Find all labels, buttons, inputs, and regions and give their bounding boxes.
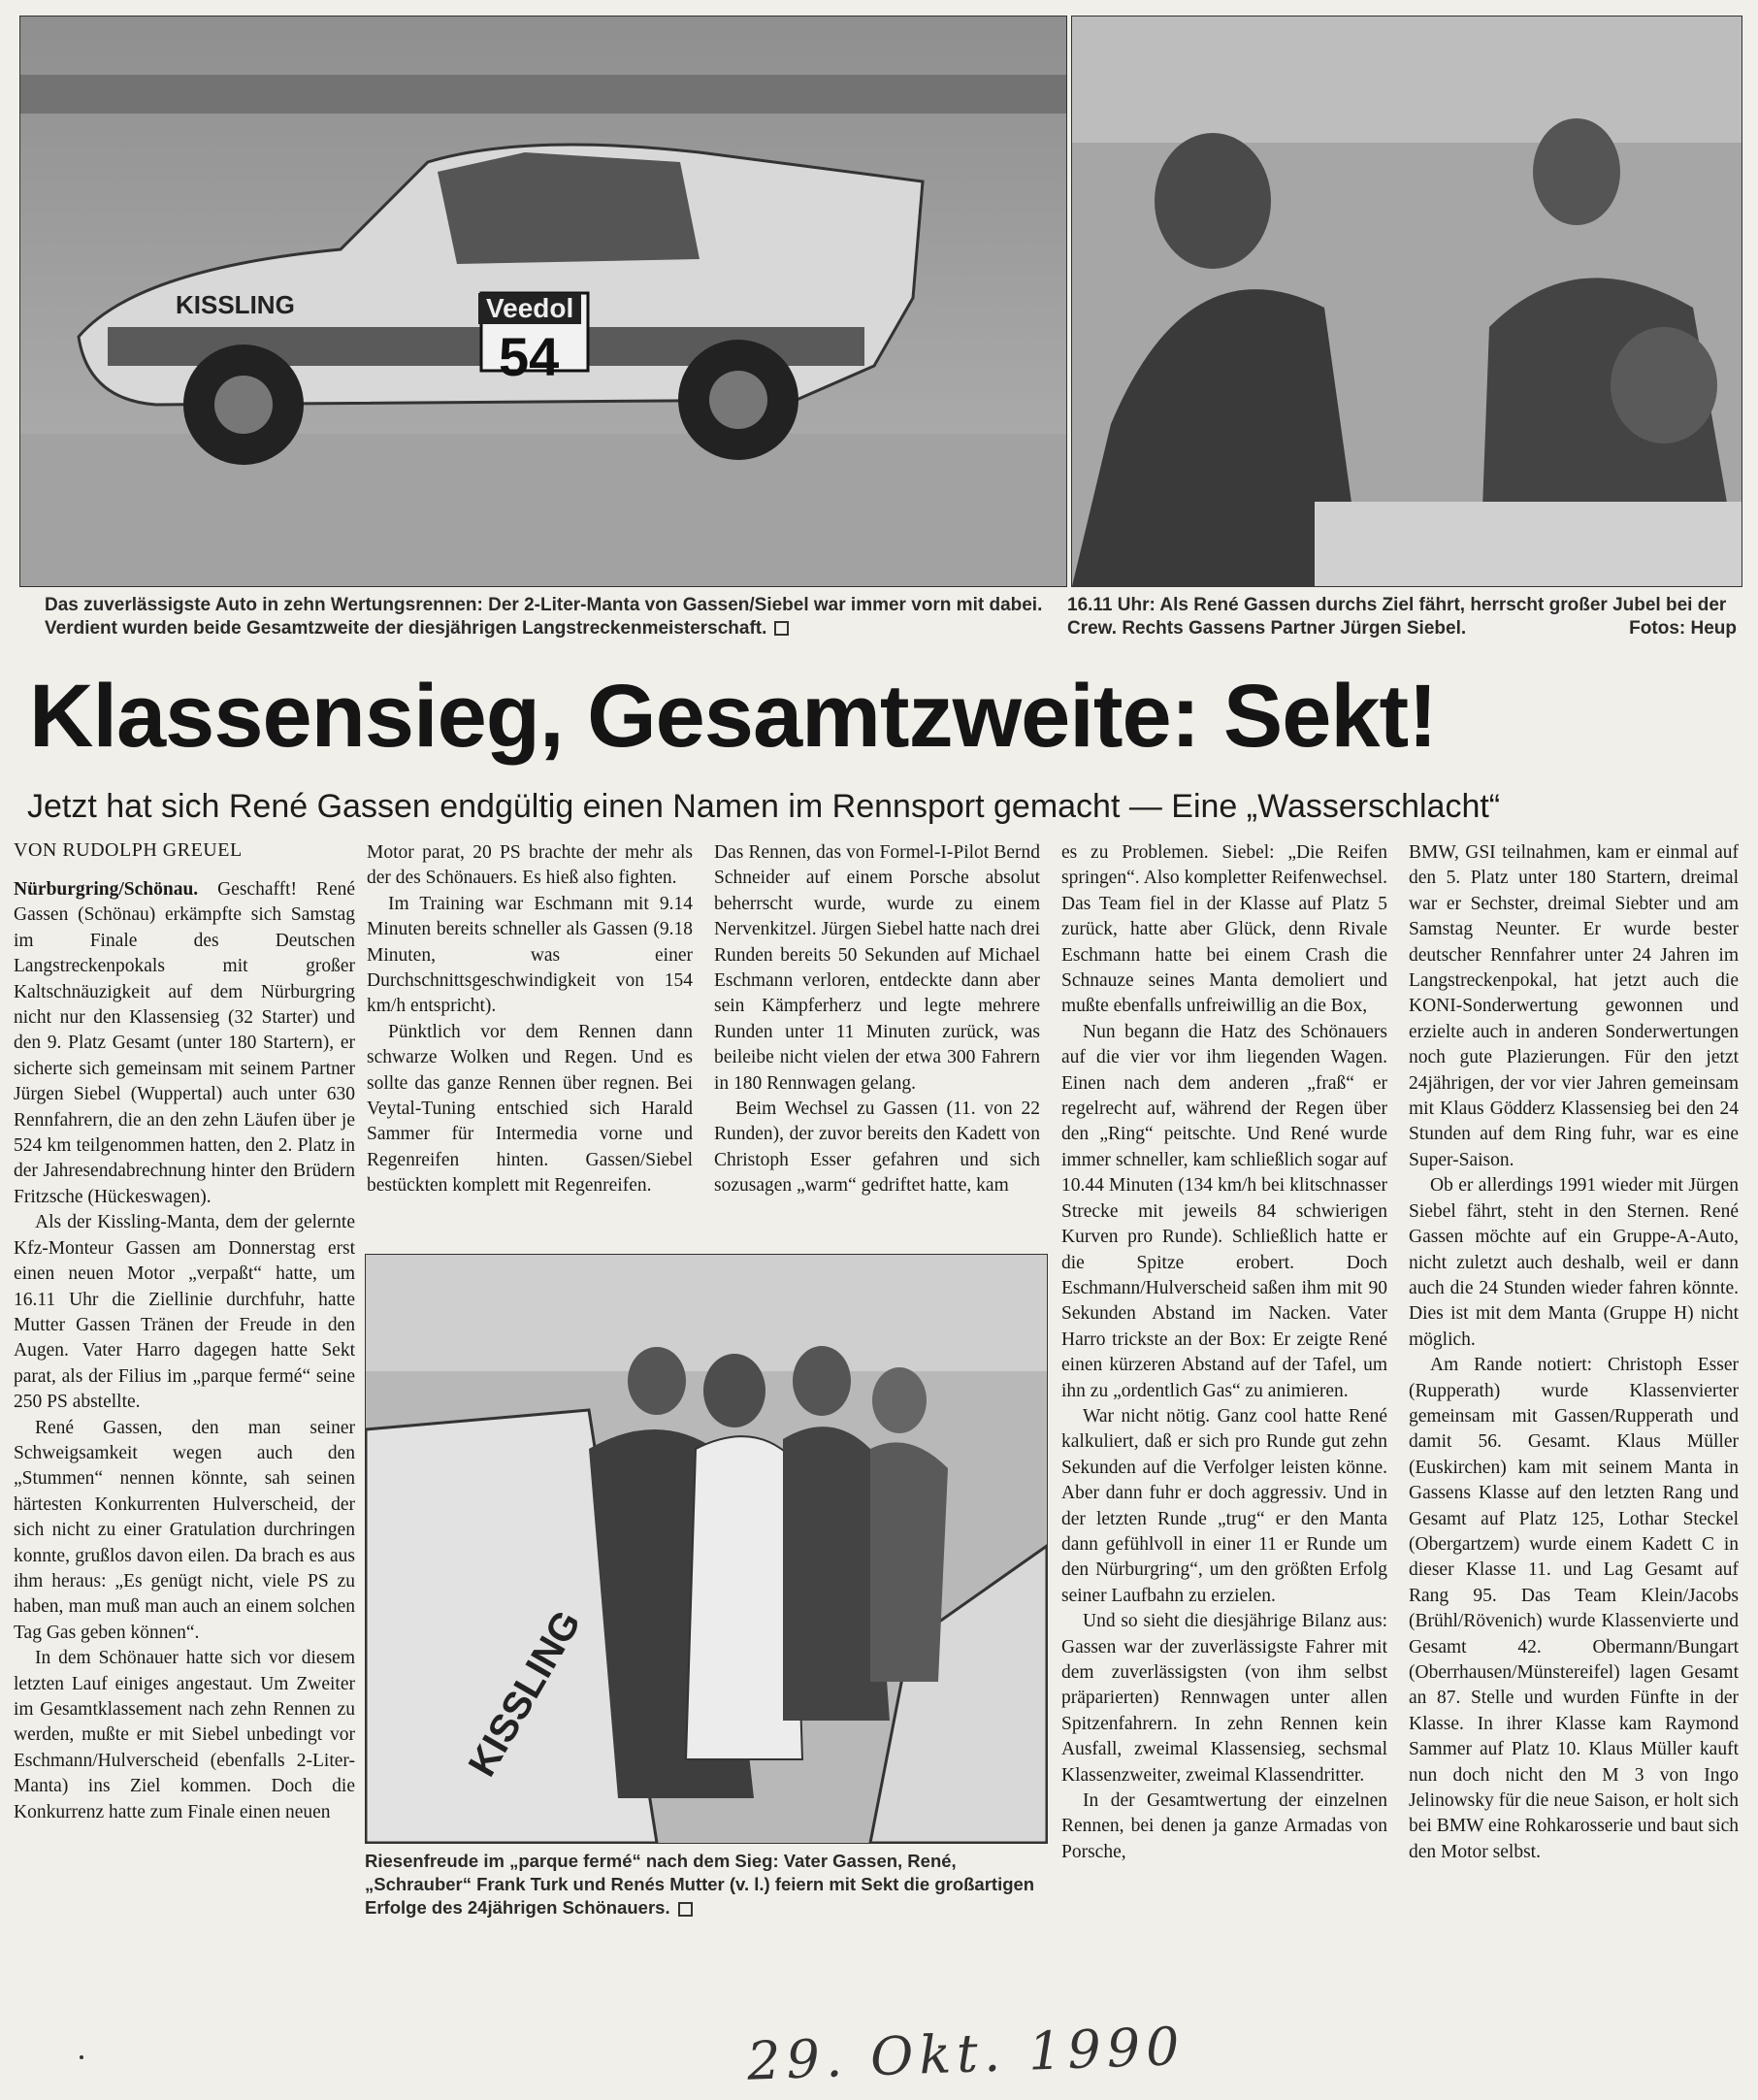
- team-caption-text: Riesenfreude im „parque fermé“ nach dem Sieg: Vater Gassen, René, „Schrauber“ Frank Turk und Renés Mutter (v. l.) feiern mit Sekt die großartigen Erfolge des 24jährigen Schönauers.: [365, 1851, 1035, 1918]
- paragraph: [14, 877, 355, 1210]
- paragraph: Pünktlich vor dem Rennen dann schwarze Wolken und Regen. Und es sollte das ganze Rennen über regnen. Bei Veytal-Tuning entschied sich Harald Sammer für Intermedia vorne und Regenreifen hinten. Gassen/Siebel bestückten komplett mit Regenreifen.: [367, 1021, 693, 1197]
- end-square-icon: [774, 621, 789, 636]
- paragraph: Das Rennen, das von Formel-I-Pilot Bernd Schneider auf einem Porsche absolut beherrscht wurde, wurde zu einem Nervenkitzel. Jürgen Siebel hatte nach drei Runden bereits 50 Sekunden auf Michael Eschmann verloren, entdeckte dann aber sein Kämpferherz und legte mehrere Runden unter 11 Minuten zurück, was beileibe nicht vielen der etwa 300 Fahrern in 180 Rennwagen gelang.: [714, 842, 1040, 1094]
- article-column-1: [14, 837, 355, 1825]
- handwritten-date: 29. Okt. 1990: [746, 2015, 1187, 2092]
- car-number: 54: [499, 326, 560, 387]
- article-column-5: [1409, 840, 1739, 1865]
- paragraph: es zu Problemen. Siebel: „Die Reifen springen“. Also kompletter Reifenwechsel. Das Team fiel in der Klasse auf Platz 5 zurück, hatte aber Glück, denn Rivale Eschmann hatte bei einem Crash die Schnauze seines Manta demoliert und mußte ebenfalls unfreiwillig an die Box,: [1061, 842, 1387, 1017]
- team-photo: [365, 1254, 1048, 1844]
- paragraph: Ob er allerdings 1991 wieder mit Jürgen Siebel fährt, steht in den Sternen. René Gassen möchte auf ein Gruppe-A-Auto, nicht zuletzt auch deshalb, weil er dann auch die 24 Stunden wieder fahren könnte. Dies ist mit dem Manta (Gruppe H) nicht möglich.: [1409, 1175, 1739, 1350]
- paragraph: Nun begann die Hatz des Schönauers auf die vier vor ihm liegenden Wagen. Einen nach dem anderen „fraß“ er regelrecht auf, während der Regen über den „Ring“ peitschte. Und René wurde immer schneller, kam schließlich sogar auf 10.44 Minuten (134 km/h bei klitschnasser Strecke mit jeweils 84 schwierigen Kurven pro Runde). Schließlich hatte er die Spitze erobert. Doch Eschmann/Hulverscheid saßen ihm mit 90 Sekunden Abstand im Nacken. Vater Harro trickste an der Box: Er zeigte René einen kürzeren Abstand auf der Tafel, um ihn zu „ordentlich Gas“ zu animieren.: [1061, 1021, 1387, 1401]
- paragraph: BMW, GSI teilnahmen, kam er einmal auf den 5. Platz unter 180 Startern, dreimal war er Sechster, dreimal Siebter und am Samstag Neunter. Er wurde bester deutscher Rennfahrer unter 24 Jahren im Langstreckenpokal, hat jetzt auch die KONI-Sonderwertung gewonnen und erzielte auch in anderen Sonderwertungen noch gute Plazierungen. Für den jetzt 24jährigen, der vor vier Jahren gemeinsam mit Klaus Gödderz Klassensieg bei den 24 Stunden auf dem Ring fuhr, war es eine Super-Saison.: [1409, 842, 1739, 1170]
- dateline: Nürburgring/Schönau.: [14, 879, 199, 900]
- paragraph: Und so sieht die diesjährige Bilanz aus: Gassen war der zuverlässigste Fahrer mit dem zuverlässigsten (von ihm selbst präparierten) Rennwagen unter allen Spitzenfahrern. In zehn Rennen kein Ausfall, zweimal Klassensieg, sechsmal Klassenzweiter, zweimal Klassendritter.: [1061, 1611, 1387, 1786]
- article-column-4: [1061, 840, 1387, 1865]
- paragraph: Im Training war Eschmann mit 9.14 Minuten bereits schneller als Gassen (9.18 Minuten, was einer Durchschnittsgeschwindigkeit von 154 km/h entspricht).: [367, 893, 693, 1017]
- article-column-3: [714, 840, 1040, 1199]
- paragraph: René Gassen, den man seiner Schweigsamkeit wegen auch den „Stummen“ nennen könnte, sah seinen härtesten Konkurrenten Hulverscheid, der sich nicht zu einer Gratulation durchringen konnte, grußlos davon eilen. Da brach es aus ihm heraus: „Es genügt nicht, viele PS zu haben, man muß man auch an einem solchen Tag Gas geben können“.: [14, 1417, 355, 1643]
- ink-dot: [80, 2055, 83, 2059]
- subheadline: Jetzt hat sich René Gassen endgültig einen Namen im Rennsport gemacht — Eine „Wasserschlacht“: [27, 788, 1501, 825]
- car-photo-caption: [45, 594, 1054, 640]
- article-column-2: [367, 840, 693, 1199]
- end-square-icon: [678, 1902, 693, 1917]
- paragraph: In der Gesamtwertung der einzelnen Rennen, bei denen ja ganze Armadas von Porsche,: [1061, 1790, 1387, 1862]
- paragraph: Motor parat, 20 PS brachte der mehr als der des Schönauers. Es hieß also fighten.: [367, 842, 693, 889]
- crowd-photo: [1071, 16, 1742, 587]
- photo-credit: Fotos: Heup: [1629, 618, 1737, 639]
- crowd-photo-caption: [1067, 594, 1737, 640]
- car-photo: [19, 16, 1067, 587]
- car-brand-label: Veedol: [478, 293, 581, 324]
- paragraph: Als der Kissling-Manta, dem der gelernte Kfz-Monteur Gassen am Donnerstag erst einen neuen Motor „verpaßt“ hatte, um 16.11 Uhr die Ziellinie durchfuhr, hatte Mutter Gassen Tränen der Freude in den Augen. Vater Harro dagegen hatte Sekt parat, als der Filius im „parque fermé“ seine 250 PS abstellte.: [14, 1212, 355, 1413]
- paragraph: In dem Schönauer hatte sich vor diesem letzten Lauf einiges angestaut. Um Zweiter im Gesamtklassement nach zehn Rennen zu werden, mußte er mit Siebel unbedingt vor Eschmann/Hulverscheid (ebenfalls 2-Liter-Manta) ins Ziel kommen. Doch die Konkurrenz hatte zum Finale einen neuen: [14, 1648, 355, 1822]
- paragraph: War nicht nötig. Ganz cool hatte René kalkuliert, daß er sich pro Runde gut zehn Sekunden auf die Verfolger leisten könne. Aber dann fuhr er doch aggressiv. Und in der letzten Runde „trug“ er den Manta dann gefühlvoll in einer 11 er Runde um den Nürburgring“, um den größten Erfolg seiner Laufbahn zu erzielen.: [1061, 1405, 1387, 1606]
- team-photo-caption: [365, 1850, 1044, 1920]
- crowd-illustration: [1072, 16, 1742, 586]
- car-caption-text: Das zuverlässigste Auto in zehn Wertungsrennen: Der 2-Liter-Manta von Gassen/Siebel war immer vorn mit dabei. Verdient wurden beide Gesamtzweite der diesjährigen Langstreckenmeisterschaft.: [45, 595, 1043, 639]
- byline: VON RUDOLPH GREUEL: [14, 839, 243, 861]
- crowd-caption-text: 16.11 Uhr: Als René Gassen durchs Ziel fährt, herrscht großer Jubel bei der Crew. Rechts Gassens Partner Jürgen Siebel.: [1067, 595, 1727, 639]
- team-photo-sponsor-label: KISSLING: [460, 1603, 590, 1785]
- paragraph: Beim Wechsel zu Gassen (11. von 22 Runden), der zuvor bereits den Kadett von Christoph Esser gefahren und sich sozusagen „warm“ gedriftet hatte, kam: [714, 1099, 1040, 1197]
- headline: Klassensieg, Gesamtzweite: Sekt!: [29, 667, 1437, 766]
- paragraph-text: Geschafft! René Gassen (Schönau) erkämpfte sich Samstag im Finale des Deutschen Langstreckenpokals mit großer Kaltschnäuzigkeit auf dem Nürburgring nicht nur den Klassensieg (32 Starter) und den 9. Platz Gesamt (unter 180 Startern), er sicherte sich gemeinsam mit seinem Partner Jürgen Siebel (Wuppertal) auch unter 630 Rennfahrern, die an den zehn Läufen über je 524 km teilgenommen hatten, den 2. Platz in der Jahresendabrechnung hinter den Brüdern Fritzsche (Hückeswagen).: [14, 879, 355, 1207]
- car-sponsor-label: KISSLING: [176, 290, 295, 319]
- paragraph: Am Rande notiert: Christoph Esser (Rupperath) wurde Klassenvierter gemeinsam mit Gassen/Rupperath und damit 56. Gesamt. Klaus Müller (Euskirchen) kam mit seinem Manta in Gassens Klasse auf den letzten Rang und Gesamt auf Platz 125, Lothar Steckel (Obergartzem) wurde einem Kadett C in dieser Klasse 11. und Lag Gesamt auf Rang 95. Das Team Klein/Jacobs (Brühl/Rövenich) wurde Klassenvierte und Gesamt 42. Obermann/Bungart (Oberrhausen/Münstereifel) lagen Gesamt an 87. Stelle und wurden Fünfte in der Klasse. In ihrer Klasse kam Raymond Sammer auf Platz 10. Klaus Müller kauft nun doch nicht den M 3 von Ingo Jelinowsky für die neue Saison, er holt sich bei BMW eine Rohkarosserie und baut sich den Motor selbst.: [1409, 1355, 1739, 1862]
